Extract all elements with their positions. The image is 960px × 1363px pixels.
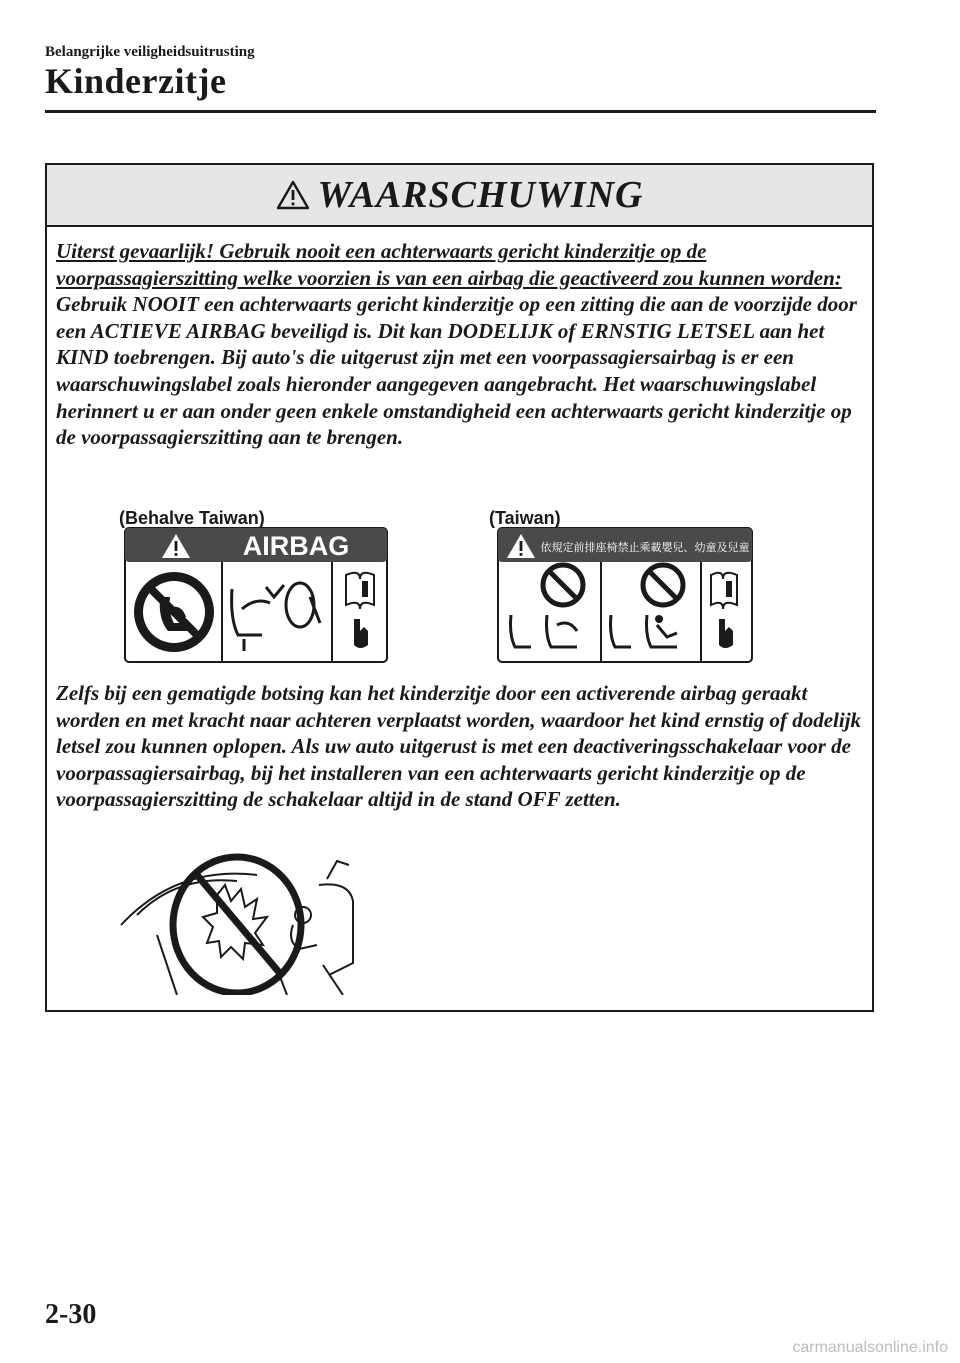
warning-emphasis: Uiterst gevaarlijk! Gebruik nooit een achterwaarts gericht kinderzitje op de voorpassagierszitting welke voorzien is van een airbag die geactiveerd zou kunnen worden: (56, 239, 842, 290)
title-divider (45, 110, 876, 113)
airbag-banner-text: AIRBAG (242, 531, 350, 561)
taiwan-warning-label (497, 527, 753, 663)
warning-body: Gebruik NOOIT een achterwaarts gericht kinderzitje op een zitting die aan de voorzijde door een ACTIEVE AIRBAG beveiligd is. Dit kan DODELIJK of ERNSTIG LETSEL aan het KIND toebrengen. Bij auto's die uitgerust zijn met een voorpassagiersairbag is er een waarschuwingslabel zoals hieronder aangegeven aangebracht. Het waarschuwingslabel herinnert u er aan onder geen enkele omstandigheid een achterwaarts gericht kinderzitje op de voorpassagierszitting aan te brengen. (56, 292, 857, 450)
label-caption-taiwan: (Taiwan) (489, 508, 561, 528)
warning-paragraph-1 (56, 238, 868, 451)
warning-triangle-icon (276, 180, 310, 210)
page-number: 2-30 (45, 1299, 97, 1330)
prohibition-icon (134, 572, 214, 652)
page-title: Kinderzitje (45, 61, 227, 101)
label-caption-non-taiwan: (Behalve Taiwan) (119, 508, 265, 528)
warning-paragraph-2: Zelfs bij een gematigde botsing kan het kinderzitje door een activerende airbag geraakt worden en met kracht naar achteren verplaatst worden, waardoor het kind ernstig of dodelijk letsel zou kunnen oplopen. Als uw auto uitgerust is met een deactiveringsschakelaar voor de voorpassagiersairbag, bij het installeren van een achterwaarts gericht kinderzitje op de voorpassagierszitting de schakelaar altijd in de stand OFF zetten. (56, 681, 862, 812)
warning-box (45, 163, 874, 1012)
warning-title: WAARSCHUWING (317, 174, 644, 216)
watermark: carmanualsonline.info (792, 1339, 948, 1356)
section-label: Belangrijke veiligheidsuitrusting (45, 44, 255, 60)
warning-header (47, 165, 872, 227)
airbag-warning-label (124, 527, 388, 663)
airbag-deployment-illustration (117, 845, 367, 995)
taiwan-banner-text: 依規定前排座椅禁止乘載嬰兒、幼童及兒童 (540, 541, 750, 554)
